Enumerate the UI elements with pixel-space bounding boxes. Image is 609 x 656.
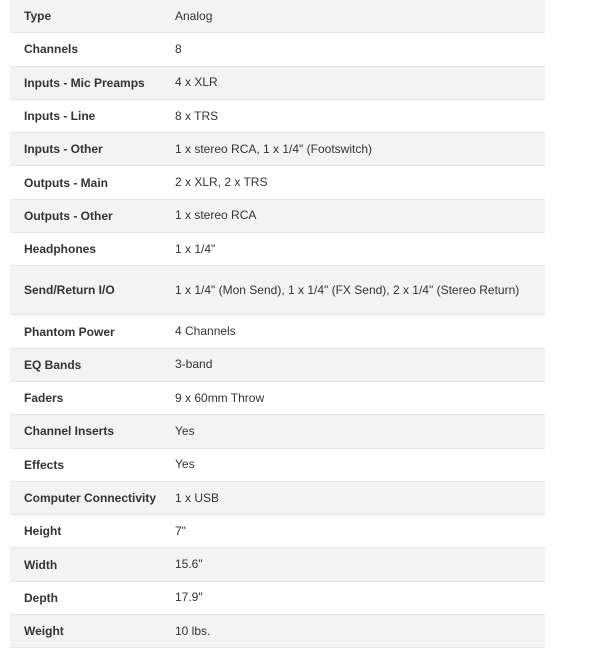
spec-value: 4 x XLR	[175, 75, 218, 90]
spec-row-weight	[10, 615, 545, 648]
spec-row-effects	[10, 449, 545, 482]
spec-value: 3-band	[175, 357, 213, 372]
spec-value: 1 x 1/4" (Mon Send), 1 x 1/4" (FX Send), 2 x 1/4" (Stereo Return)	[175, 282, 520, 297]
spec-value: 4 Channels	[175, 324, 236, 339]
spec-label: Send/Return I/O	[24, 283, 115, 298]
spec-label: Effects	[24, 457, 65, 472]
spec-row-phantom-power	[10, 315, 545, 348]
spec-label: Inputs - Line	[24, 109, 96, 124]
spec-value: Yes	[175, 457, 195, 472]
spec-row-eq-bands	[10, 349, 545, 382]
spec-value: 9 x 60mm Throw	[175, 390, 265, 405]
spec-value: 7"	[175, 523, 186, 538]
spec-row-type	[10, 0, 545, 33]
spec-value: 8 x TRS	[175, 108, 219, 123]
spec-row-height	[10, 515, 545, 548]
spec-label: Outputs - Main	[24, 175, 108, 190]
spec-value: 10 lbs.	[175, 623, 211, 638]
spec-row-headphones	[10, 233, 545, 266]
spec-value: 1 x USB	[175, 490, 220, 505]
spec-value: 8	[175, 41, 182, 56]
spec-row-outputs-other	[10, 200, 545, 233]
spec-row-channels	[10, 33, 545, 66]
spec-value: 2 x XLR, 2 x TRS	[175, 175, 268, 190]
spec-label: Inputs - Other	[24, 142, 103, 157]
spec-label: Phantom Power	[24, 324, 115, 339]
spec-value: Analog	[175, 8, 213, 23]
spec-row-inputs-mic-preamps	[10, 67, 545, 100]
spec-value: 15.6"	[175, 557, 203, 572]
spec-label: Computer Connectivity	[24, 491, 157, 505]
spec-label: Width	[24, 557, 58, 572]
spec-label: Faders	[24, 391, 64, 406]
spec-value: 17.9"	[175, 590, 203, 605]
spec-label: Headphones	[24, 242, 97, 257]
spec-label: Height	[24, 524, 62, 539]
spec-row-depth	[10, 582, 545, 615]
spec-label: EQ Bands	[24, 357, 82, 372]
spec-row-width	[10, 548, 545, 581]
spec-label: Type	[24, 9, 52, 24]
spec-row-computer-connectivity	[10, 482, 545, 515]
spec-row-channel-inserts	[10, 415, 545, 448]
spec-label: Weight	[24, 624, 64, 639]
spec-label: Channels	[24, 42, 79, 57]
spec-row-inputs-line	[10, 100, 545, 133]
spec-row-faders	[10, 382, 545, 415]
spec-value: 1 x 1/4"	[175, 241, 216, 256]
spec-label: Channel Inserts	[24, 424, 115, 439]
spec-label: Depth	[24, 590, 58, 605]
spec-row-inputs-other	[10, 133, 545, 166]
spec-value: 1 x stereo RCA	[175, 208, 257, 223]
spec-value: Yes	[175, 423, 195, 438]
spec-label: Inputs - Mic Preamps	[24, 75, 145, 90]
spec-row-outputs-main	[10, 166, 545, 199]
spec-value: 1 x stereo RCA, 1 x 1/4" (Footswitch)	[175, 141, 372, 156]
spec-label: Outputs - Other	[24, 208, 113, 223]
specs-table	[10, 0, 545, 648]
spec-row-send-return-io	[10, 266, 545, 315]
